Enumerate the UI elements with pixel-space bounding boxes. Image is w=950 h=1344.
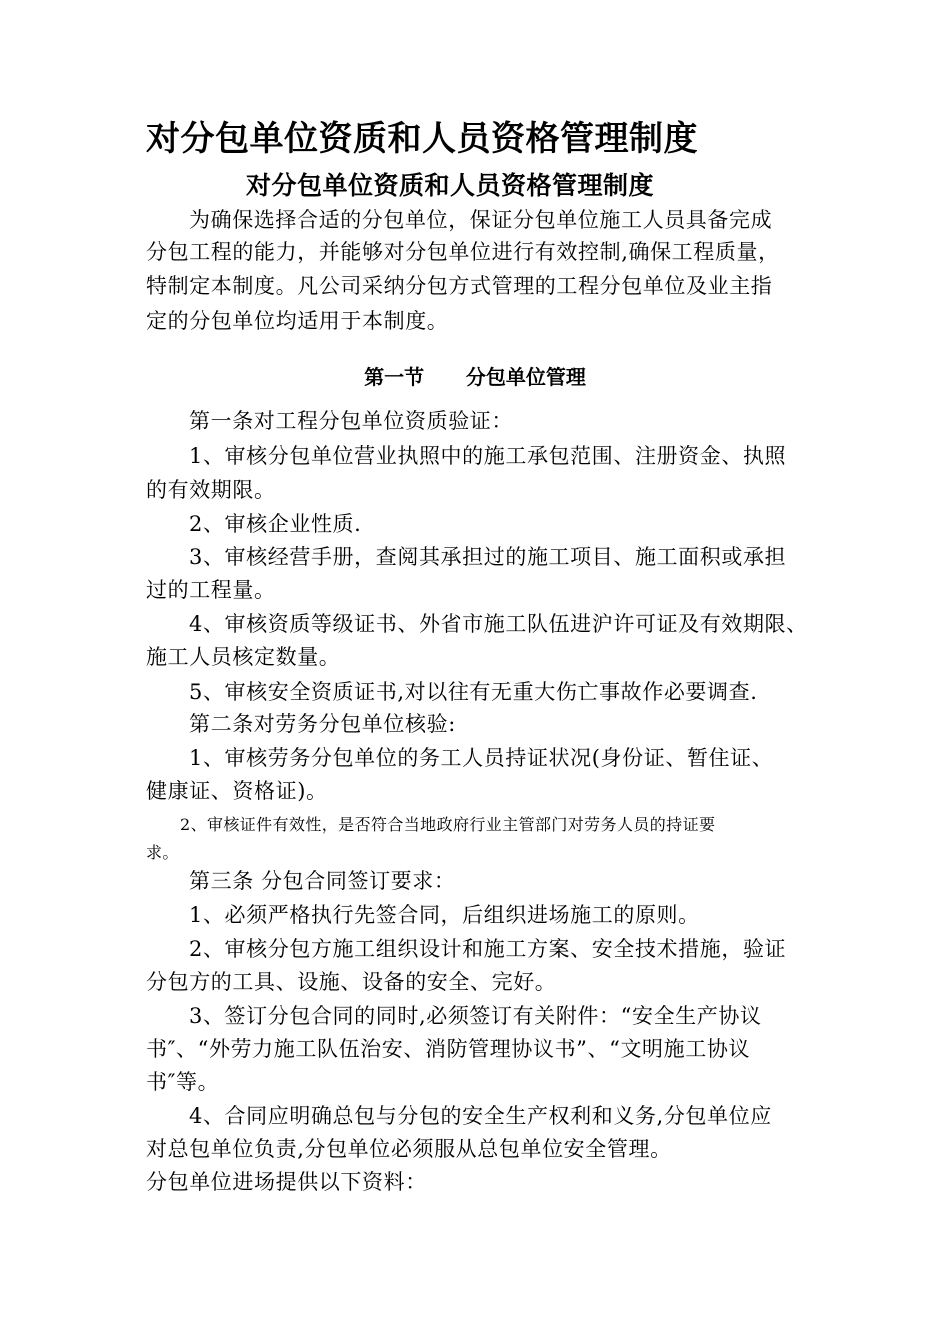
document-title: 对分包单位资质和人员资格管理制度 [146, 119, 698, 159]
body-line: 过的工程量。 [146, 578, 276, 602]
body-line: 健康证、资格证)。 [146, 779, 328, 803]
intro-line: 定的分包单位均适用于本制度。 [146, 309, 449, 333]
section-heading: 第一节 分包单位管理 [364, 365, 586, 389]
document-subtitle: 对分包单位资质和人员资格管理制度 [246, 171, 655, 200]
body-line: 2、审核证件有效性，是否符合当地政府行业主管部门对劳务人员的持证要 [180, 815, 716, 834]
body-line: 对总包单位负责,分包单位必须服从总包单位安全管理。 [146, 1137, 672, 1161]
body-line: 4、合同应明确总包与分包的安全生产权利和义务,分包单位应 [189, 1104, 772, 1128]
body-line: 书″、“外劳力施工队伍治安、消防管理协议书”、“文明施工协议 [146, 1037, 751, 1061]
body-line: 1、审核分包单位营业执照中的施工承包范围、注册资金、执照 [189, 444, 787, 468]
body-line: 分包方的工具、设施、设备的安全、完好。 [146, 970, 557, 994]
clause-heading: 第二条对劳务分包单位核验: [189, 712, 456, 736]
body-line: 3、审核经营手册，查阅其承担过的施工项目、施工面积或承担 [189, 545, 787, 569]
body-line: 2、审核分包方施工组织设计和施工方案、安全技术措施，验证 [189, 937, 787, 961]
body-line: 的有效期限。 [146, 478, 276, 502]
intro-line: 特制定本制度。凡公司采纳分包方式管理的工程分包单位及业主指 [146, 274, 773, 298]
body-line: 4、审核资质等级证书、外省市施工队伍进沪许可证及有效期限、 [189, 612, 808, 636]
body-line: 分包单位进场提供以下资料： [146, 1170, 427, 1194]
clause-heading: 第一条对工程分包单位资质验证： [189, 409, 513, 433]
body-line: 2、审核企业性质. [189, 512, 362, 536]
body-line: 书″等。 [146, 1070, 220, 1094]
clause-heading: 第三条 分包合同签订要求： [189, 869, 456, 893]
body-line: 求。 [146, 843, 179, 862]
body-line: 5、审核安全资质证书,对以往有无重大伤亡事故作必要调查. [189, 680, 758, 704]
body-line: 施工人员核定数量。 [146, 645, 341, 669]
body-line: 1、审核劳务分包单位的务工人员持证状况(身份证、暂住证、 [189, 746, 774, 770]
body-line: 3、签订分包合同的同时,必须签订有关附件：“安全生产协议 [189, 1004, 762, 1028]
body-line: 1、必须严格执行先签合同，后组织进场施工的原则。 [189, 903, 700, 927]
intro-line: 为确保选择合适的分包单位，保证分包单位施工人员具备完成 [189, 208, 773, 232]
intro-line: 分包工程的能力，并能够对分包单位进行有效控制,确保工程质量， [146, 240, 780, 264]
